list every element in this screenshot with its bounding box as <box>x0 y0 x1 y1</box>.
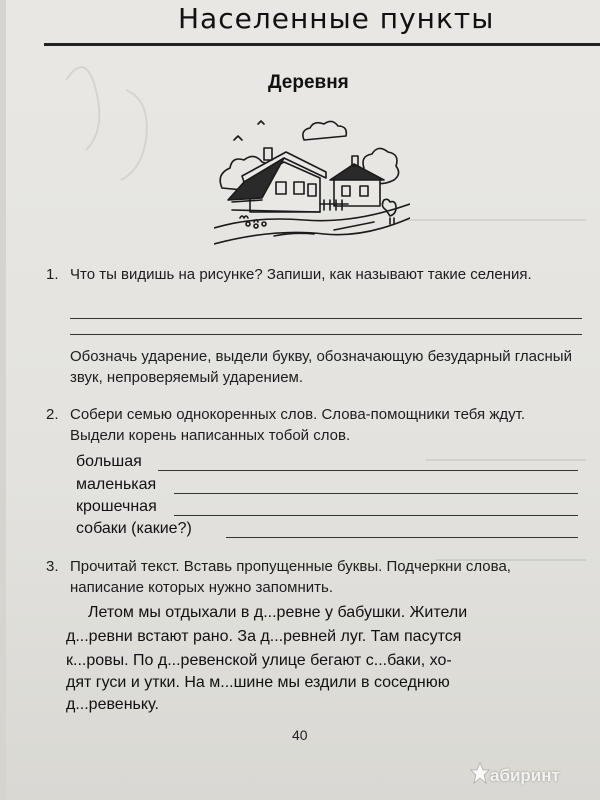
rooster-icon <box>382 199 396 216</box>
task-1-text: Что ты видишь на рисунке? Запиши, как называют такие селения. <box>70 266 532 283</box>
task-3-text: Прочитай текст. Вставь пропущенные буквы. Подчеркни слова, написание которых нужно запомнить. <box>70 558 511 596</box>
answer-line[interactable] <box>70 334 582 335</box>
passage-line: дят гуси и утки. На м...шине мы ездили в соседнюю <box>66 674 450 691</box>
answer-line[interactable] <box>174 515 578 516</box>
passage-line: д...ревни встают рано. За д...ревней луг. Там пасутся <box>66 628 462 645</box>
passage-line: к...ровы. По д...ревенской улице бегают с...баки, хо- <box>66 652 452 669</box>
passage-line: Летом мы отдыхали в д...ревне у бабушки. Жители <box>88 604 468 621</box>
answer-line[interactable] <box>158 470 578 471</box>
village-houses-illustration <box>214 118 410 248</box>
task-1-note: Обозначь ударение, выдели букву, обозначающую безударный гласный звук, непроверяемый ударением. <box>70 348 572 386</box>
answer-line[interactable] <box>226 537 578 538</box>
section-subtitle: Деревня <box>268 72 349 93</box>
task-3-number: 3. <box>46 558 59 575</box>
helper-word: крошечная <box>76 498 157 515</box>
page-number: 40 <box>292 727 308 743</box>
task-2-number: 2. <box>46 406 59 423</box>
answer-line[interactable] <box>70 318 582 319</box>
watermark: абиринт <box>490 766 560 785</box>
labirint-logo-icon <box>470 762 490 784</box>
task-1-number: 1. <box>46 266 59 283</box>
task-2-text: Собери семью однокоренных слов. Слова-помощники тебя ждут. Выдели корень написанных тобой слов. <box>70 406 526 444</box>
passage-line: д...ревеньку. <box>66 696 159 713</box>
helper-word: большая <box>76 453 142 470</box>
bird-icon <box>234 136 242 140</box>
helper-word: собаки (какие?) <box>76 520 192 537</box>
helper-word: маленькая <box>76 476 157 493</box>
title-divider <box>44 43 600 46</box>
cloud-icon <box>303 121 346 140</box>
page-title: Населенные пункты <box>178 2 495 35</box>
workbook-page <box>6 0 600 800</box>
answer-line[interactable] <box>174 493 578 494</box>
bird-icon <box>258 121 264 124</box>
